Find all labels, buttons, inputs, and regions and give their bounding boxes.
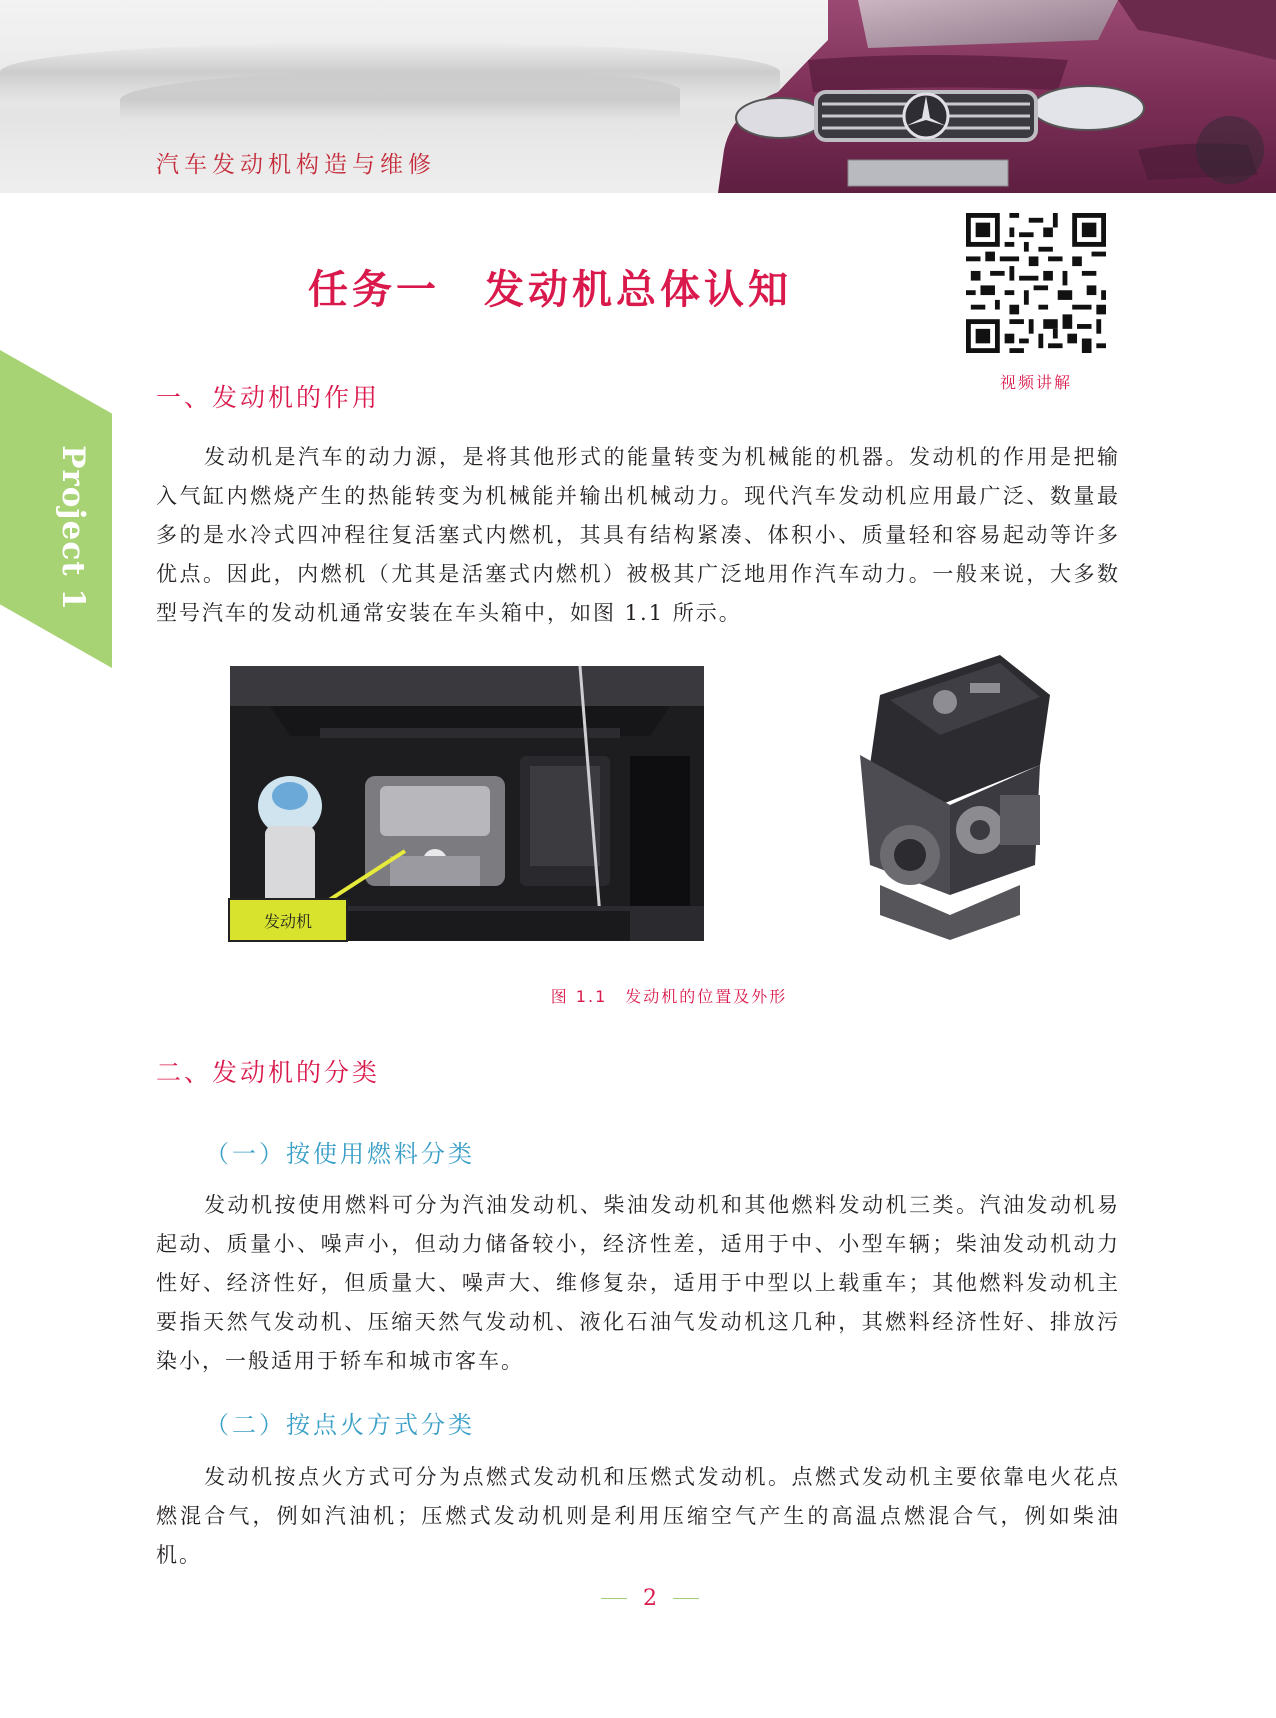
section-heading: 二、发动机的分类 (156, 1058, 381, 1087)
body-paragraph: 发动机按点火方式可分为点燃式发动机和压燃式发动机。点燃式发动机主要依靠电火花点燃混合气，例如汽油机；压燃式发动机则是利用压缩空气产生的高温点燃混合气，例如柴油机。 (156, 1465, 1120, 1567)
body-paragraph: 发动机是汽车的动力源，是将其他形式的能量转变为机械能的机器。发动机的作用是把输入气缸内燃烧产生的热能转变为机械能并输出机械动力。现代汽车发动机应用最广泛、数量最多的是水冷式四冲程往复活塞式内燃机，其具有结构紧凑、体积小、质量轻和容易起动等许多优点。因此，内燃机（尤其是活塞式内燃机）被极其广泛地用作汽车动力。一般来说，大多数型号汽车的发动机通常安装在车头箱中，如图 1.1 所示。 (156, 445, 1120, 625)
qr-caption: 视频讲解 (999, 373, 1072, 392)
engine-photo (820, 655, 1060, 945)
qr-code[interactable] (966, 213, 1106, 353)
page-header-banner (0, 0, 1276, 193)
page-number-dash (601, 1598, 627, 1599)
page-number-value: 2 (643, 1586, 657, 1611)
subsection-heading: （二）按点火方式分类 (205, 1411, 475, 1439)
section-heading: 一、发动机的作用 (156, 383, 381, 412)
body-paragraph: 发动机按使用燃料可分为汽油发动机、柴油发动机和其他燃料发动机三类。汽油发动机易起动、质量小、噪声小，但动力储备较小，经济性差，适用于中、小型车辆；柴油发动机动力性好、经济性好，但质量大、噪声大、维修复杂，适用于中型以上载重车；其他燃料发动机主要指天然气发动机、压缩天然气发动机、液化石油气发动机这几种，其燃料经济性好、排放污染小，一般适用于轿车和城市客车。 (156, 1193, 1120, 1373)
subsection-heading: （一）按使用燃料分类 (205, 1140, 475, 1168)
task-title: 任务一 发动机总体认知 (308, 267, 792, 313)
project-tab-label: Project 1 (55, 445, 91, 611)
engine-callout-label: 发动机 (228, 898, 348, 942)
page-number (0, 1586, 1276, 1611)
figure-caption: 图 1.1 发动机的位置及外形 (550, 987, 788, 1006)
book-title: 汽车发动机构造与维修 (156, 152, 436, 178)
page-number-dash (673, 1598, 699, 1599)
car-illustration (718, 0, 1276, 193)
